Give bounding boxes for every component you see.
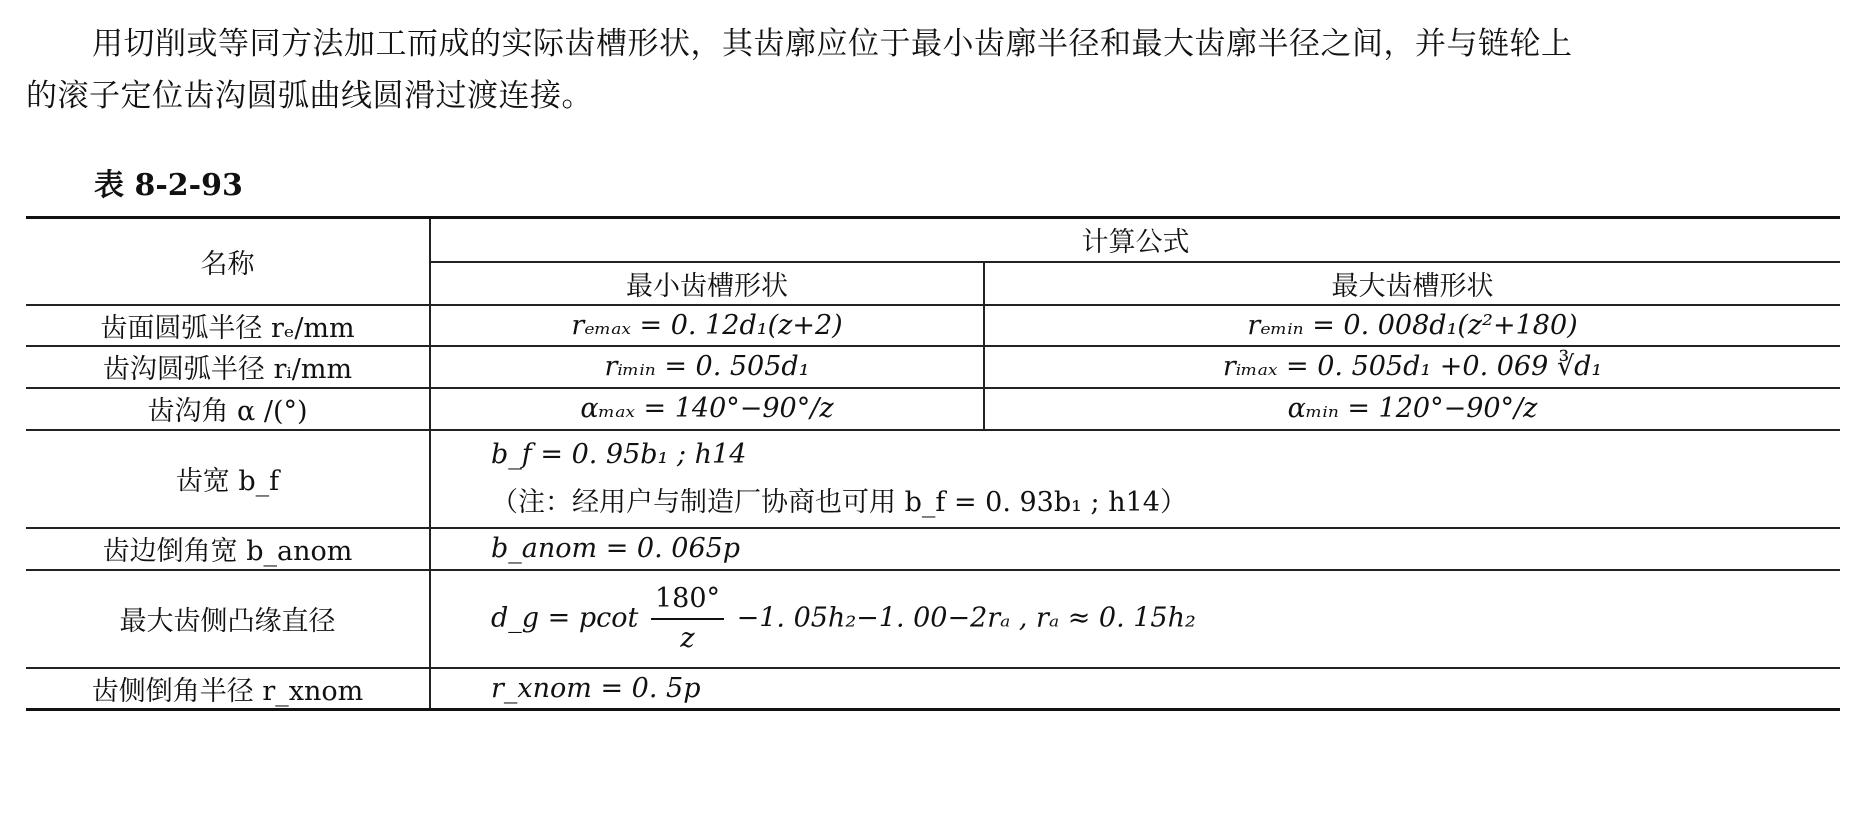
formula-left: d_g = pcot [491, 602, 639, 633]
paragraph-line-1: 用切削或等同方法加工而成的实际齿槽形状，其齿廓应位于最小齿廓半径和最大齿廓半径之间，并与链轮上 [92, 26, 1573, 62]
table-row [26, 305, 1840, 346]
header-formula: 计算公式 [430, 218, 1840, 262]
table-row [26, 388, 1840, 430]
row-name: 齿侧倒角半径 r_xnom [26, 668, 430, 710]
paragraph-line-2: 的滚子定位齿沟圆弧曲线圆滑过渡连接。 [26, 78, 593, 114]
header-max: 最大齿槽形状 [984, 262, 1840, 305]
row-min-formula: αₘₐₓ = 140°−90°/z [430, 388, 984, 430]
row-max-formula: αₘᵢₙ = 120°−90°/z [984, 388, 1840, 430]
table-row [26, 430, 1840, 528]
row-max-formula: rᵢₘₐₓ = 0. 505d₁ +0. 069 ∛d₁ [984, 346, 1840, 388]
row-formula [430, 430, 1840, 528]
row-name: 齿边倒角宽 b_anom [26, 528, 430, 570]
table-row [26, 346, 1840, 388]
fraction-numerator: 180° [651, 580, 724, 620]
row-formula: r_xnom = 0. 5p [430, 668, 1840, 710]
table-caption: 表 8-2-93 [94, 168, 243, 203]
header-min: 最小齿槽形状 [430, 262, 984, 305]
fraction-denominator: z [680, 622, 695, 654]
row-name: 齿宽 b_f [26, 430, 430, 528]
row-formula: b_anom = 0. 065p [430, 528, 1840, 570]
row-min-formula: rₑₘₐₓ = 0. 12d₁(z+2) [430, 305, 984, 346]
row-max-formula: rₑₘᵢₙ = 0. 008d₁(z²+180) [984, 305, 1840, 346]
row-name: 齿面圆弧半径 rₑ/mm [26, 305, 430, 346]
intro-paragraph [26, 18, 1826, 122]
row-name: 最大齿侧凸缘直径 [26, 570, 430, 668]
row-min-formula: rᵢₘᵢₙ = 0. 505d₁ [430, 346, 984, 388]
table-row [26, 668, 1840, 710]
formula-right: −1. 05h₂−1. 00−2rₐ , rₐ ≈ 0. 15h₂ [736, 602, 1196, 633]
spec-table [26, 216, 1840, 711]
row-formula [430, 570, 1840, 668]
table-row [26, 528, 1840, 570]
row-name: 齿沟角 α /(°) [26, 388, 430, 430]
header-row-1 [26, 218, 1840, 262]
fraction [651, 580, 724, 658]
row-formula-note: （注：经用户与制造厂协商也可用 b_f = 0. 93b₁ ; h14） [491, 486, 1187, 518]
table-row [26, 570, 1840, 668]
row-name: 齿沟圆弧半径 rᵢ/mm [26, 346, 430, 388]
row-formula-main: b_f = 0. 95b₁ ; h14 [491, 438, 747, 470]
header-name: 名称 [26, 218, 430, 305]
